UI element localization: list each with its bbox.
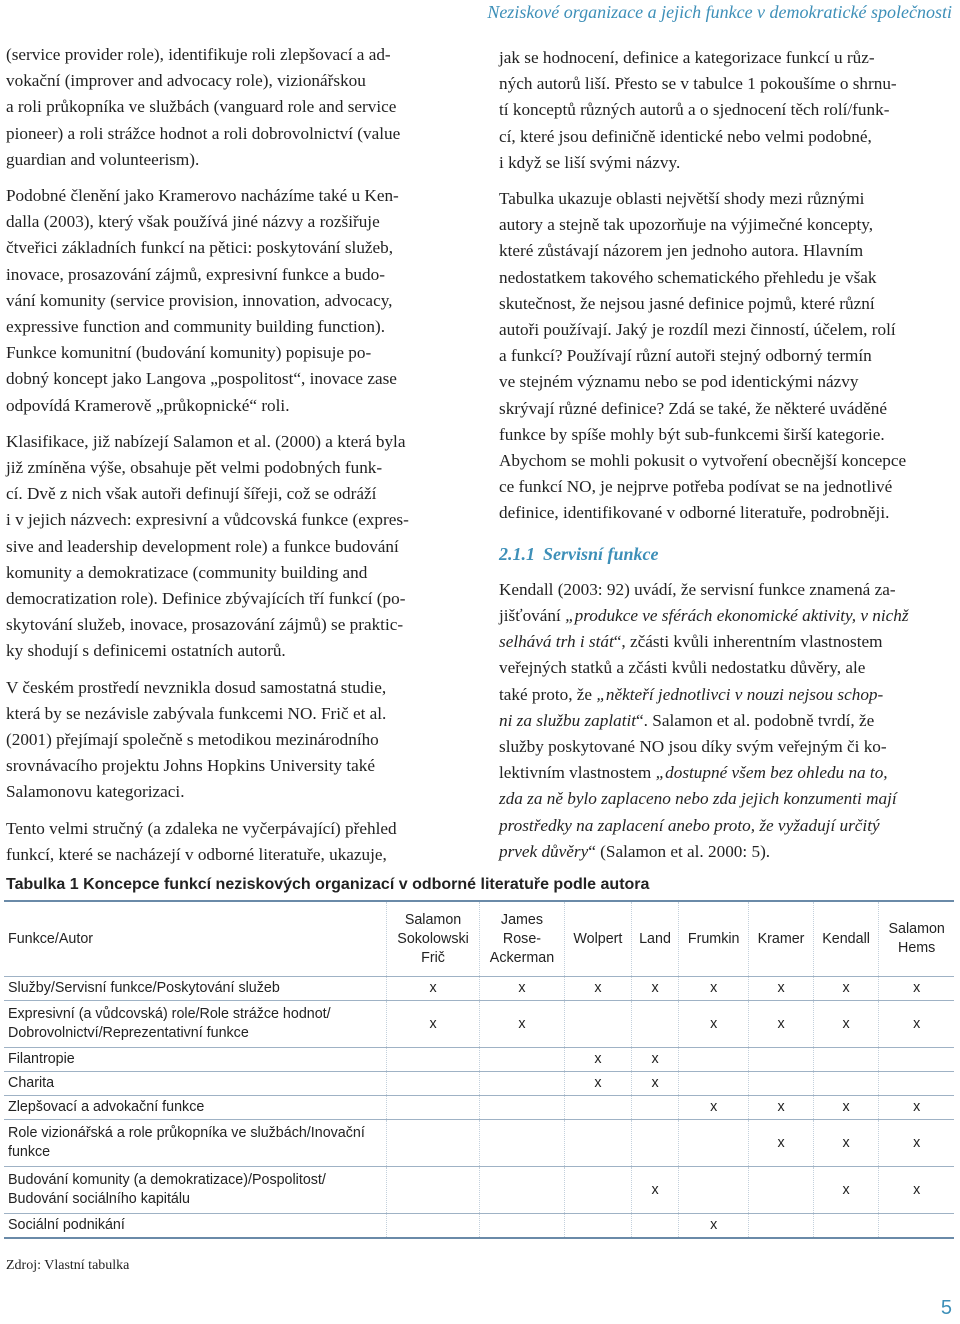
author-mark-cell: x <box>879 977 954 1001</box>
author-mark-cell <box>879 1048 954 1072</box>
text-line: a roli průkopníka ve službách (vanguard role and service <box>6 97 397 117</box>
text-line: vokační (improver and advocacy role), vizionářskou <box>6 71 366 91</box>
text-line: vání komunity (service provision, innovation, advocacy, <box>6 290 393 310</box>
author-mark-cell <box>631 1214 678 1239</box>
table-row <box>4 1214 954 1239</box>
left-column <box>6 42 458 878</box>
function-name-cell: Budování komunity (a demokratizace)/Pospolitost/ Budování sociálního kapitálu <box>4 1167 387 1214</box>
author-mark-cell <box>480 1120 565 1167</box>
text-line: funkce by spíše mohly být sub-funkcemi širší kategorie. <box>499 424 885 444</box>
author-mark-cell <box>749 1214 814 1239</box>
functions-table <box>4 900 954 1239</box>
paragraph-roles <box>6 42 458 173</box>
author-mark-cell <box>631 1096 678 1120</box>
author-mark-cell <box>387 1120 480 1167</box>
text-line: ce funkcí NO, je nejprve potřeba podívat se na jednotlivé <box>499 477 893 497</box>
text-line: Tento velmi stručný (a zdaleka ne vyčerpávající) přehled <box>6 818 397 838</box>
author-mark-cell: x <box>749 1120 814 1167</box>
text-line: také proto, že „někteří jednotlivci v nouzi nejsou schop- <box>499 684 884 704</box>
text-line: Klasifikace, již nabízejí Salamon et al. (2000) a která byla <box>6 431 406 451</box>
running-header: Neziskové organizace a jejich funkce v demokratické společnosti <box>487 2 952 22</box>
text-line: inovace, prosazování zájmů, expresivní funkce a budo- <box>6 264 385 284</box>
text-line: dalla (2003), který však používá jiné názvy a rozšiřuje <box>6 212 380 232</box>
header-kendall: Kendall <box>813 901 879 977</box>
text-line: skytování služeb, inovace, prosazování zájmů) se praktic- <box>6 615 404 635</box>
function-name-cell: Služby/Servisní funkce/Poskytování služeb <box>4 977 387 1001</box>
text-line: veřejných statků a zčásti kvůli nedostatku důvěry, ale <box>499 658 866 678</box>
author-mark-cell <box>879 1214 954 1239</box>
author-mark-cell <box>480 1214 565 1239</box>
author-mark-cell <box>564 1120 631 1167</box>
text-line: prostředky na zaplacení anebo proto, že vyžadují určitý <box>499 815 880 835</box>
author-mark-cell <box>480 1167 565 1214</box>
text-line: Funkce komunitní (budování komunity) popisuje po- <box>6 343 372 363</box>
author-mark-cell <box>387 1072 480 1096</box>
paragraph-overview <box>6 816 458 868</box>
author-mark-cell <box>679 1072 749 1096</box>
author-mark-cell: x <box>480 977 565 1001</box>
author-mark-cell <box>749 1072 814 1096</box>
text-line: democratization role). Definice zbývajících tří funkcí (po- <box>6 589 406 609</box>
author-mark-cell: x <box>813 1001 879 1048</box>
text-line: Salamonovu kategorizaci. <box>6 782 185 802</box>
text-line: Podobné členění jako Kramerovo nacházíme také u Ken- <box>6 186 399 206</box>
text-line: Kendall (2003: 92) uvádí, že servisní funkce znamená za- <box>499 579 896 599</box>
text-line: zda za ně bylo zaplaceno nebo zda jejich konzumenti mají <box>499 789 897 809</box>
text-line: prvek důvěry“ (Salamon et al. 2000: 5). <box>499 841 771 861</box>
table-source: Zdroj: Vlastní tabulka <box>6 1258 130 1273</box>
author-mark-cell: x <box>564 1072 631 1096</box>
author-mark-cell <box>564 1001 631 1048</box>
text-line: guardian and volunteerism). <box>6 149 200 169</box>
table-row <box>4 1001 954 1048</box>
table-row <box>4 1096 954 1120</box>
author-mark-cell <box>480 1048 565 1072</box>
text-line: a funkcí? Používají různí autoři stejný odborný termín <box>499 346 872 366</box>
author-mark-cell: x <box>879 1096 954 1120</box>
text-line: čtveřici základních funkcí na pětici: poskytování služeb, <box>6 238 394 258</box>
text-line: tí konceptů různých autorů a o sjednocení těch rolí/funk- <box>499 100 890 120</box>
author-mark-cell: x <box>631 1072 678 1096</box>
author-mark-cell: x <box>387 977 480 1001</box>
author-mark-cell: x <box>813 1096 879 1120</box>
header-kramer: Kramer <box>749 901 814 977</box>
author-mark-cell: x <box>564 977 631 1001</box>
paragraph-salamon <box>6 429 458 665</box>
text-line: Tabulka ukazuje oblasti největší shody mezi různými <box>499 189 865 209</box>
author-mark-cell <box>879 1072 954 1096</box>
text-line: pioneer) a roli strážce hodnot a roli dobrovolnictví (value <box>6 123 401 143</box>
author-mark-cell: x <box>749 977 814 1001</box>
author-mark-cell: x <box>564 1048 631 1072</box>
author-mark-cell: x <box>631 1167 678 1214</box>
author-mark-cell <box>679 1167 749 1214</box>
header-land: Land <box>631 901 678 977</box>
author-mark-cell <box>679 1120 749 1167</box>
table-caption: Tabulka 1 Koncepce funkcí neziskových organizací v odborné literatuře podle autora <box>6 876 650 893</box>
text-line: selhává trh i stát“, zčásti kvůli inherentním vlastnostem <box>499 632 883 652</box>
text-line: ných autorů liší. Přesto se v tabulce 1 pokoušíme o shrnu- <box>499 74 897 94</box>
author-mark-cell: x <box>813 1120 879 1167</box>
author-mark-cell: x <box>631 977 678 1001</box>
text-line: (2001) přejímají společně s metodikou mezinárodního <box>6 730 379 750</box>
table-header-row <box>4 901 954 977</box>
author-mark-cell: x <box>631 1048 678 1072</box>
paragraph-table-discussion <box>499 186 954 527</box>
author-mark-cell <box>564 1096 631 1120</box>
text-line: lektivním vlastnostem „dostupné všem bez ohledu na to, <box>499 763 888 783</box>
paragraph-kendall <box>6 183 458 419</box>
header-salamon-hems: Salamon Hems <box>879 901 954 977</box>
function-name-cell: Sociální podnikání <box>4 1214 387 1239</box>
text-line: ky shodují s definicemi ostatních autorů. <box>6 641 286 661</box>
header-wolpert: Wolpert <box>564 901 631 977</box>
author-mark-cell: x <box>387 1001 480 1048</box>
text-line: odpovídá Kramerově „průkopnické“ roli. <box>6 395 290 415</box>
author-mark-cell <box>749 1167 814 1214</box>
text-line: skutečnost, že nejsou jasné definice pojmů, které různí <box>499 293 875 313</box>
text-line: i v jejich názvech: expresivní a vůdcovská funkce (expres- <box>6 510 409 530</box>
author-mark-cell: x <box>749 1096 814 1120</box>
function-name-cell: Filantropie <box>4 1048 387 1072</box>
text-line: jišťování „produkce ve sférách ekonomické aktivity, v nichž <box>499 606 909 626</box>
section-number: 2.1.1 <box>499 543 535 564</box>
author-mark-cell: x <box>679 1214 749 1239</box>
section-heading <box>499 541 954 567</box>
author-mark-cell <box>387 1214 480 1239</box>
paragraph-differences <box>499 45 954 176</box>
text-line: cí. Dvě z nich však autoři definují šířeji, což se odráží <box>6 484 377 504</box>
text-line: které zůstávají názorem jen jednoho autora. Hlavním <box>499 241 864 261</box>
table-row <box>4 1048 954 1072</box>
function-name-cell: Charita <box>4 1072 387 1096</box>
text-line: komunity a demokratizace (community building and <box>6 562 368 582</box>
author-mark-cell: x <box>679 1096 749 1120</box>
text-line: funkcí, které se nacházejí v odborné literatuře, ukazuje, <box>6 844 387 864</box>
paragraph-czech-context <box>6 675 458 806</box>
text-line: cí, které jsou definičně identické nebo velmi podobné, <box>499 126 872 146</box>
author-mark-cell <box>749 1048 814 1072</box>
header-function-author: Funkce/Autor <box>4 901 387 977</box>
text-line: autory a stejně tak upozorňuje na výjimečné koncepty, <box>499 215 874 235</box>
author-mark-cell: x <box>679 977 749 1001</box>
text-line: expressive function and community building function). <box>6 317 386 337</box>
text-line: ni za službu zaplatit“. Salamon et al. podobně tvrdí, že <box>499 710 875 730</box>
table-row <box>4 977 954 1001</box>
author-mark-cell: x <box>749 1001 814 1048</box>
function-name-cell: Zlepšovací a advokační funkce <box>4 1096 387 1120</box>
text-line: nedostatkem takového schematického přehledu je však <box>499 267 877 287</box>
author-mark-cell <box>679 1048 749 1072</box>
author-mark-cell <box>631 1001 678 1048</box>
text-line: služby poskytované NO jsou díky svým veřejným či ko- <box>499 737 887 757</box>
author-mark-cell <box>564 1167 631 1214</box>
text-line: již zmíněna výše, obsahuje pět velmi podobných funk- <box>6 458 383 478</box>
author-mark-cell <box>480 1096 565 1120</box>
text-line: V českém prostředí nevznikla dosud samostatná studie, <box>6 677 387 697</box>
author-mark-cell <box>387 1096 480 1120</box>
text-line: sive and leadership development role) a funkce budování <box>6 536 399 556</box>
table-row <box>4 1120 954 1167</box>
text-line: která by se nezávisle zabývala funkcemi NO. Frič et al. <box>6 703 387 723</box>
author-mark-cell <box>480 1072 565 1096</box>
function-name-cell: Expresivní (a vůdcovská) role/Role strážce hodnot/ Dobrovolnictví/Reprezentativní funkce <box>4 1001 387 1048</box>
author-mark-cell: x <box>813 1167 879 1214</box>
text-line: Abychom se mohli pokusit o vytvoření obecnější koncepce <box>499 451 907 471</box>
author-mark-cell <box>631 1120 678 1167</box>
table-row <box>4 1072 954 1096</box>
text-line: srovnávacího projektu Johns Hopkins University také <box>6 756 375 776</box>
author-mark-cell <box>387 1167 480 1214</box>
header-james-rose-ackerman: James Rose- Ackerman <box>480 901 565 977</box>
text-line: autoři používají. Jaký je rozdíl mezi činností, účelem, rolí <box>499 320 896 340</box>
author-mark-cell: x <box>679 1001 749 1048</box>
function-name-cell: Role vizionářská a role průkopníka ve službách/Inovační funkce <box>4 1120 387 1167</box>
table-row <box>4 1167 954 1214</box>
author-mark-cell: x <box>879 1167 954 1214</box>
author-mark-cell <box>387 1048 480 1072</box>
header-salamon-sokolowski-fric: Salamon Sokolowski Frič <box>387 901 480 977</box>
header-frumkin: Frumkin <box>679 901 749 977</box>
text-line: dobný koncept jako Langova „pospolitost“, inovace zase <box>6 369 397 389</box>
text-line: i když se liší svými názvy. <box>499 152 681 172</box>
author-mark-cell: x <box>480 1001 565 1048</box>
author-mark-cell: x <box>879 1001 954 1048</box>
author-mark-cell <box>813 1048 879 1072</box>
author-mark-cell <box>564 1214 631 1239</box>
right-column <box>499 45 954 875</box>
page-number: 5 <box>940 1297 952 1319</box>
section-title: Servisní funkce <box>543 543 659 564</box>
paragraph-service-function <box>499 577 954 865</box>
text-line: skrývají různé definice? Zdá se také, že některé uváděné <box>499 398 887 418</box>
text-line: (service provider role), identifikuje roli zlepšovací a ad- <box>6 45 391 64</box>
text-line: ve stejném významu nebo se pod identickými názvy <box>499 372 859 392</box>
author-mark-cell: x <box>813 977 879 1001</box>
author-mark-cell: x <box>879 1120 954 1167</box>
author-mark-cell <box>813 1214 879 1239</box>
text-line: definice, identifikované v odborné literatuře, podrobněji. <box>499 503 890 523</box>
text-line: jak se hodnocení, definice a kategorizace funkcí u růz- <box>499 48 875 67</box>
author-mark-cell <box>813 1072 879 1096</box>
